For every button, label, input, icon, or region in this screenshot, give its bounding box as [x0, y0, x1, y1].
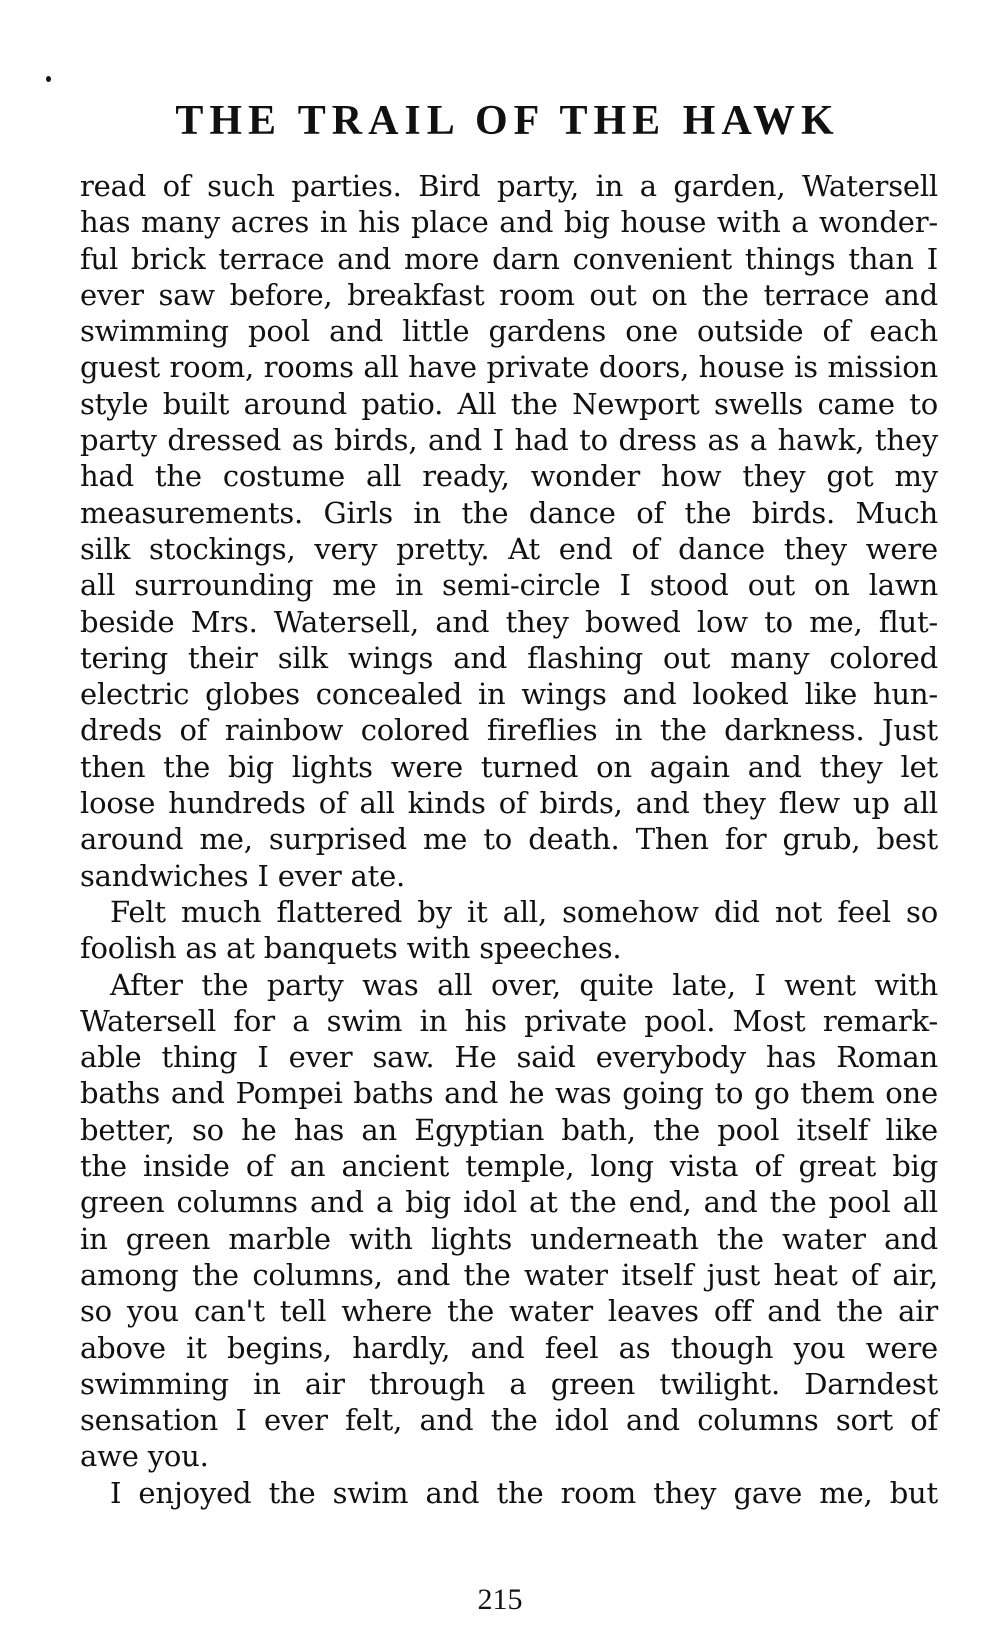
text-line: all surrounding me in semi-circle I stood out on lawn	[80, 568, 938, 603]
ink-speck	[46, 76, 51, 82]
text-line: style built around patio. All the Newport swells came to	[80, 386, 938, 421]
text-line: guest room, rooms all have private doors, house is mission	[80, 350, 938, 385]
text-line: awe you.	[80, 1439, 209, 1474]
text-line: party dressed as birds, and I had to dress as a hawk, they	[80, 423, 938, 458]
text-line: has many acres in his place and big house with a wonder-	[80, 205, 938, 240]
text-line: ever saw before, breakfast room out on the terrace and	[80, 277, 938, 312]
text-line: the inside of an ancient temple, long vista of great big	[80, 1149, 938, 1184]
text-line: sandwiches I ever ate.	[80, 858, 406, 893]
text-line: able thing I ever saw. He said everybody has Roman	[80, 1040, 938, 1075]
text-line: Felt much flattered by it all, somehow did not feel so	[110, 894, 938, 929]
text-line: silk stockings, very pretty. At end of dance they were	[80, 531, 938, 566]
text-line: loose hundreds of all kinds of birds, and they flew up all	[80, 786, 938, 821]
text-line: tering their silk wings and flashing out many colored	[80, 640, 938, 675]
text-line: had the costume all ready, wonder how they got my	[80, 459, 938, 494]
running-title: THE TRAIL OF THE HAWK	[175, 98, 840, 144]
text-line: swimming pool and little gardens one outside of each	[80, 314, 938, 349]
text-line: among the columns, and the water itself just heat of air,	[80, 1257, 938, 1292]
text-line: around me, surprised me to death. Then for grub, best	[80, 822, 938, 857]
text-line: read of such parties. Bird party, in a garden, Watersell	[80, 169, 938, 203]
text-line: green columns and a big idol at the end, and the pool all	[80, 1185, 938, 1220]
text-line: then the big lights were turned on again and they let	[80, 749, 938, 784]
text-line: better, so he has an Egyptian bath, the pool itself like	[80, 1112, 938, 1147]
text-line: swimming in air through a green twilight. Darndest	[80, 1366, 938, 1401]
text-line: beside Mrs. Watersell, and they bowed low to me, flut-	[80, 604, 938, 639]
page-number: 215	[477, 1583, 523, 1616]
text-line: Watersell for a swim in his private pool. Most remark-	[80, 1003, 938, 1038]
text-line: in green marble with lights underneath the water and	[80, 1221, 938, 1256]
text-line: measurements. Girls in the dance of the birds. Much	[80, 495, 938, 530]
text-line: baths and Pompei baths and he was going to go them one	[80, 1076, 938, 1111]
text-line: I enjoyed the swim and the room they gave me, but	[110, 1475, 938, 1510]
body-text	[80, 168, 938, 1511]
text-line: above it begins, hardly, and feel as though you were	[80, 1330, 938, 1365]
text-line: dreds of rainbow colored fireflies in the darkness. Just	[80, 713, 938, 748]
text-line: ful brick terrace and more darn convenient things than I	[80, 241, 938, 276]
text-line: so you can't tell where the water leaves off and the air	[80, 1294, 938, 1329]
text-line: sensation I ever felt, and the idol and columns sort of	[80, 1403, 938, 1438]
text-line: electric globes concealed in wings and looked like hun-	[80, 677, 938, 712]
text-line: foolish as at banquets with speeches.	[80, 931, 622, 966]
text-line: After the party was all over, quite late, I went with	[110, 967, 938, 1002]
